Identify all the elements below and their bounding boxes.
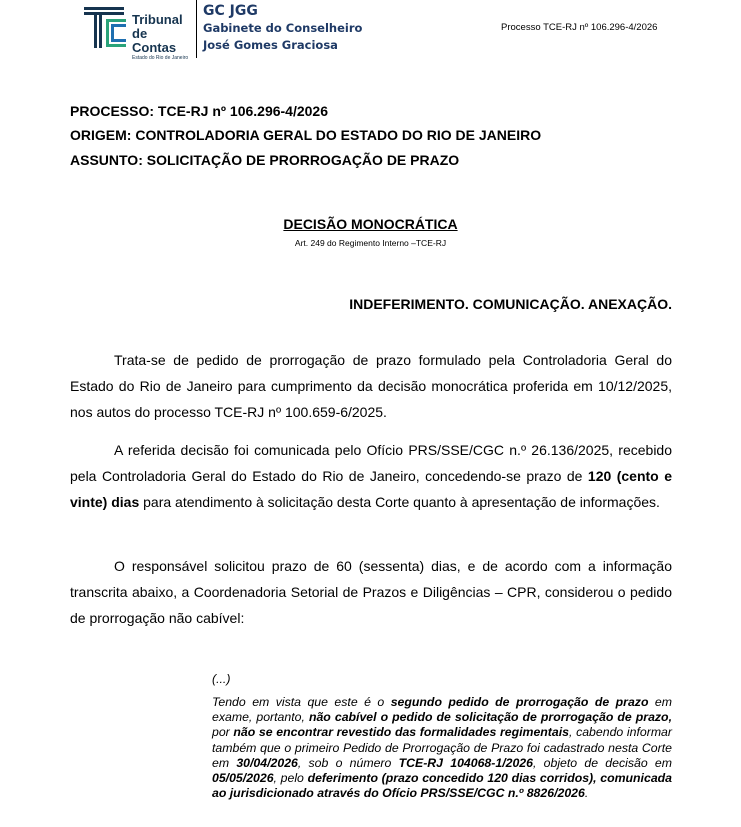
logo-wordmark	[132, 13, 192, 61]
office-counselor: José Gomes Graciosa	[203, 38, 338, 52]
logo-line-1: Tribunal	[132, 12, 183, 27]
paragraph-2-text-a: A referida decisão foi comunicada pelo Ofício PRS/SSE/CGC n.º 26.136/2025, recebido pela Controladoria Geral do Estado do Rio de Janeiro, concedendo-se prazo de	[70, 442, 672, 484]
quote-text-3: por	[212, 725, 234, 740]
meta-assunto: ASSUNTO: SOLICITAÇÃO DE PRORROGAÇÃO DE PRAZO	[70, 152, 460, 168]
meta-processo: PROCESSO: TCE-RJ nº 106.296-4/2026	[70, 103, 328, 119]
ementa: INDEFERIMENTO. COMUNICAÇÃO. ANEXAÇÃO.	[349, 296, 672, 312]
quote-text-4: , cabendo informar também que o primeiro Pedido de Prorrogação de Prazo foi cadastrado nesta Corte em	[212, 725, 672, 770]
quote-text-2: em exame, portanto,	[212, 695, 672, 725]
paragraph-3: O responsável solicitou prazo de 60 (sessenta) dias, e de acordo com a informação transcrita abaixo, a Coordenadoria Setorial de Prazos e Diligências – CPR, considerou o pedido de prorrogação não cabível:	[70, 558, 672, 626]
tce-logo	[82, 4, 192, 61]
office-subtitle: Gabinete do Conselheiro	[203, 21, 363, 35]
quote-bold-5: TCE-RJ 104068-1/2026	[398, 755, 533, 770]
office-block	[203, 2, 362, 54]
paragraph-2-text-b: para atendimento à solicitação desta Corte quanto à apresentação de informações.	[139, 494, 660, 510]
header-divider	[196, 0, 197, 58]
quote-bold-1: segundo pedido de prorrogação de prazo	[390, 695, 649, 709]
quote-ellipsis: (...)	[212, 672, 231, 686]
quote-bold-6: 05/05/2026	[212, 771, 274, 786]
office-title: GC JGG	[203, 3, 258, 19]
tce-logo-icon	[82, 4, 128, 50]
quote-text-7: , pelo	[273, 771, 308, 786]
quote-text-1: Tendo em vista que este é o	[212, 695, 391, 709]
document-title: DECISÃO MONOCRÁTICA	[283, 216, 458, 232]
logo-line-3: Estado do Rio de Janeiro	[132, 55, 189, 61]
document-subtitle: Art. 249 do Regimento Interno –TCE-RJ	[294, 238, 447, 248]
quote-text-8: .	[584, 786, 589, 801]
quote-text-5: , sob o número	[297, 755, 399, 770]
quote-bold-7: deferimento (prazo concedido 120 dias corridos), comunicada ao jurisdicionado através do Ofício PRS/SSE/CGC n.º 8826/2026	[212, 771, 673, 801]
paragraph-2-bold: 120 (cento e vinte) dias	[70, 468, 672, 510]
paragraph-2	[70, 437, 672, 515]
quote-text-6: , objeto de decisão em	[532, 755, 672, 770]
header-process-ref: Processo TCE-RJ nº 106.296-4/2026	[501, 22, 658, 33]
logo-line-2: de Contas	[132, 26, 177, 55]
quote-bold-4: 30/04/2026	[236, 755, 298, 770]
quote-block	[212, 695, 672, 801]
quote-bold-2: não cabível o pedido de solicitação de prorrogação de prazo,	[308, 710, 672, 725]
quote-bold-3: não se encontrar revestido das formalidades regimentais	[233, 725, 569, 740]
meta-origem: ORIGEM: CONTROLADORIA GERAL DO ESTADO DO RIO DE JANEIRO	[70, 127, 542, 143]
paragraph-1: Trata-se de pedido de prorrogação de prazo formulado pela Controladoria Geral do Estado do Rio de Janeiro para cumprimento da decisão monocrática proferida em 10/12/2025, nos autos do processo TCE-RJ nº 100.659-6/2025.	[70, 352, 672, 420]
